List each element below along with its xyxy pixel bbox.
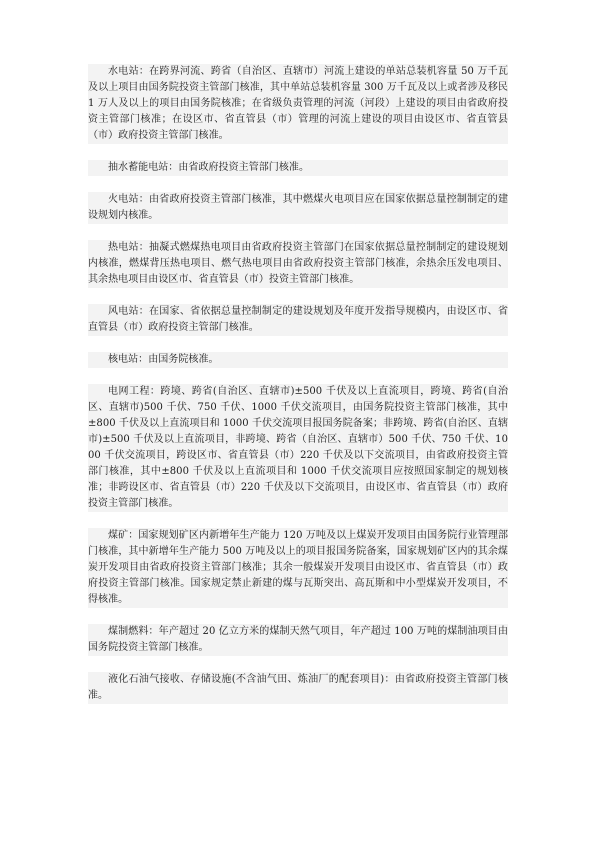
paragraph-wind-power: 风电站：在国家、省依据总量控制制定的建设规划及年度开发指导规模内，由设区市、省直管县（市）政府投资主管部门核准。 <box>88 304 508 336</box>
paragraph-thermal-power: 火电站：由省政府投资主管部门核准，其中燃煤火电项目应在国家依据总量控制制定的建设规划内核准。 <box>88 192 508 224</box>
paragraph-pumped-storage: 抽水蓄能电站：由省政府投资主管部门核准。 <box>88 160 508 176</box>
paragraph-coal-mine: 煤矿：国家规划矿区内新增年生产能力 120 万吨及以上煤炭开发项目由国务院行业管理部门核准，其中新增年生产能力 500 万吨及以上的项目报国务院备案，国家规划矿区内的其余煤炭开发项目由省政府投资主管部门核准；其余一般煤炭开发项目由设区市、省直管县（市）政府投资主管部门核准。国家规定禁止新建的煤与瓦斯突出、高瓦斯和中小型煤炭开发项目，不得核准。 <box>88 528 508 608</box>
paragraph-cogeneration: 热电站：抽凝式燃煤热电项目由省政府投资主管部门在国家依据总量控制制定的建设规划内核准，燃煤背压热电项目、燃气热电项目由省政府投资主管部门核准，余热余压发电项目、其余热电项目由设区市、省直管县（市）投资主管部门核准。 <box>88 240 508 288</box>
paragraph-coal-fuel: 煤制燃料：年产超过 20 亿立方米的煤制天然气项目，年产超过 100 万吨的煤制油项目由国务院投资主管部门核准。 <box>88 624 508 656</box>
paragraph-lpg-facilities: 液化石油气接收、存储设施(不含油气田、炼油厂的配套项目)：由省政府投资主管部门核准。 <box>88 672 508 704</box>
paragraph-nuclear-power: 核电站：由国务院核准。 <box>88 352 508 368</box>
document-body <box>88 64 508 720</box>
paragraph-hydropower: 水电站：在跨界河流、跨省（自治区、直辖市）河流上建设的单站总装机容量 50 万千瓦及以上项目由国务院投资主管部门核准，其中单站总装机容量 300 万千瓦及以上或者涉及移民 1 万人及以上的项目由国务院核准；在省级负责管理的河流（河段）上建设的项目由省政府投资主管部门核准；在设区市、省直管县（市）管理的河流上建设的项目由设区市、省直管县（市）政府投资主管部门核准。 <box>88 64 508 144</box>
paragraph-grid-engineering: 电网工程：跨境、跨省(自治区、直辖市)±500 千伏及以上直流项目，跨境、跨省(自治区、直辖市)500 千伏、750 千伏、1000 千伏交流项目，由国务院投资主管部门核准，其中±800 千伏及以上直流项目和 1000 千伏交流项目报国务院备案；非跨境、跨省(自治区、直辖市)±500 千伏及以上直流项目，非跨境、跨省（自治区、直辖市）500 千伏、750 千伏、1000 千伏交流项目，跨设区市、省直管县（市）220 千伏及以下交流项目，由省政府投资主管部门核准，其中±800 千伏及以上直流项目和 1000 千伏交流项目应按照国家制定的规划核准；非跨设区市、省直管县（市）220 千伏及以下交流项目，由设区市、省直管县（市）政府投资主管部门核准。 <box>88 384 508 512</box>
